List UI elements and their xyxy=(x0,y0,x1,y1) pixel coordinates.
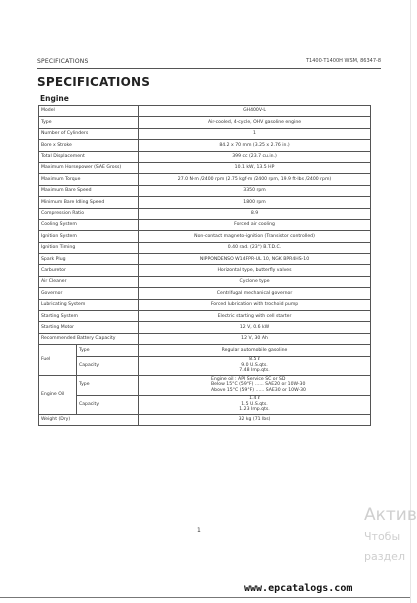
spec-label: Maximum Torque xyxy=(39,174,139,185)
spec-value: 12 V, 0.6 kW xyxy=(139,322,371,333)
oil-capacity-line: 1.23 Imp.qts. xyxy=(239,407,270,413)
spec-value: NIPPONDENSO W14FPR-UL 10, NGK BPR4HS-10 xyxy=(139,254,371,265)
spec-label: Governor xyxy=(39,288,139,299)
fuel-capacity-value xyxy=(139,356,371,375)
spec-row xyxy=(39,174,371,185)
spec-label: Bore x Stroke xyxy=(39,140,139,151)
spec-label: Model xyxy=(39,106,139,117)
oil-type-line: Engine oil : API Service SC or SD xyxy=(211,376,286,382)
spec-row xyxy=(39,265,371,276)
spec-value: Air-cooled, 4-cycle, OHV gasoline engine xyxy=(139,117,371,128)
spec-row xyxy=(39,254,371,265)
spec-row xyxy=(39,288,371,299)
fuel-capacity-label: Capacity xyxy=(77,356,139,375)
running-header-left: SPECIFICATIONS xyxy=(37,58,89,65)
spec-row xyxy=(39,208,371,219)
fuel-type-value: Regular automobile gasoline xyxy=(139,345,371,356)
oil-capacity-row xyxy=(39,395,371,414)
spec-label: Number of Cylinders xyxy=(39,128,139,139)
spec-row xyxy=(39,322,371,333)
spec-value: 10.1 kW, 13.5 HP xyxy=(139,162,371,173)
activation-watermark-line1: Актив xyxy=(364,505,417,525)
page-number: 1 xyxy=(197,527,201,534)
spec-value: Forced air cooling xyxy=(139,219,371,230)
spec-row xyxy=(39,219,371,230)
fuel-type-row xyxy=(39,345,371,356)
spec-label: Ignition System xyxy=(39,231,139,242)
spec-value: Cyclone type xyxy=(139,276,371,287)
fuel-capacity-line: 8.5 ℓ xyxy=(249,357,260,363)
spec-value: Horizontal type, butterfly valves xyxy=(139,265,371,276)
engine-oil-label: Engine Oil xyxy=(39,375,77,414)
section-heading: Engine xyxy=(40,94,69,103)
spec-label: Maximum Bare Speed xyxy=(39,185,139,196)
spec-value: GH400V-L xyxy=(139,106,371,117)
spec-value: 1800 rpm xyxy=(139,197,371,208)
spec-row xyxy=(39,117,371,128)
spec-row xyxy=(39,128,371,139)
activation-watermark-line3: раздел xyxy=(364,550,405,563)
spec-label: Cooling System xyxy=(39,219,139,230)
spec-row xyxy=(39,333,371,344)
spec-label: Lubricating System xyxy=(39,299,139,310)
spec-label: Ignition Timing xyxy=(39,242,139,253)
fuel-capacity-row xyxy=(39,356,371,375)
activation-watermark-line2: Чтобы xyxy=(364,530,401,543)
spec-label: Recommended Battery Capacity xyxy=(39,333,139,344)
spec-row xyxy=(39,299,371,310)
spec-label: Maximum Horsepower (SAE Gross) xyxy=(39,162,139,173)
spec-label: Type xyxy=(39,117,139,128)
oil-type-line: Below 15°C (59°F) ...... SAE20 or 10W-30 xyxy=(211,382,306,388)
spec-label: Compression Ratio xyxy=(39,208,139,219)
spec-value: Forced lubrication with trochoid pump xyxy=(139,299,371,310)
spec-label: Air Cleaner xyxy=(39,276,139,287)
spec-table-body xyxy=(39,106,371,426)
spec-value: 399 cc (23.7 cu.in.) xyxy=(139,151,371,162)
spec-value: 84.2 x 70 mm (3.25 x 2.76 in.) xyxy=(139,140,371,151)
weight-value: 32 kg (71 lbs) xyxy=(139,414,371,425)
header-rule xyxy=(37,68,381,69)
oil-capacity-label: Capacity xyxy=(77,395,139,414)
spec-row xyxy=(39,151,371,162)
spec-row xyxy=(39,197,371,208)
spec-label: Carburetor xyxy=(39,265,139,276)
oil-type-row xyxy=(39,375,371,395)
fuel-capacity-line: 9.0 U.S.qts. xyxy=(241,362,268,368)
spec-row xyxy=(39,106,371,117)
engine-spec-table xyxy=(38,105,371,426)
spec-label: Total Displacement xyxy=(39,151,139,162)
spec-value: 3350 rpm xyxy=(139,185,371,196)
spec-row xyxy=(39,162,371,173)
bottom-rule xyxy=(0,597,410,598)
spec-value: 8.9 xyxy=(139,208,371,219)
spec-value: 1 xyxy=(139,128,371,139)
fuel-type-label: Type xyxy=(77,345,139,356)
weight-label: Weight (Dry) xyxy=(39,414,139,425)
oil-capacity-line: 1.4 ℓ xyxy=(249,396,260,402)
spec-value: Electric starting with cell starter xyxy=(139,311,371,322)
spec-row xyxy=(39,231,371,242)
spec-row xyxy=(39,311,371,322)
page-title: SPECIFICATIONS xyxy=(37,75,151,89)
oil-capacity-value xyxy=(139,395,371,414)
oil-type-label: Type xyxy=(77,375,139,395)
spec-label: Starting System xyxy=(39,311,139,322)
spec-label: Spark Plug xyxy=(39,254,139,265)
spec-row xyxy=(39,185,371,196)
fuel-label: Fuel xyxy=(39,345,77,375)
spec-row xyxy=(39,140,371,151)
spec-label: Minimum Bare Idling Speed xyxy=(39,197,139,208)
spec-value: Centrifugal mechanical governor xyxy=(139,288,371,299)
spec-row xyxy=(39,242,371,253)
fuel-capacity-line: 7.48 Imp.qts. xyxy=(239,368,270,374)
spec-value: 0.40 rad. (23°) B.T.D.C. xyxy=(139,242,371,253)
spec-value: 27.0 N·m /2400 rpm (2.75 kgf·m /2400 rpm, 19.9 ft-lbs /2400 rpm) xyxy=(139,174,371,185)
footer-site-url: www.epcatalogs.com xyxy=(244,583,353,594)
spec-value: 12 V, 30 Ah xyxy=(139,333,371,344)
running-header-right: T1400·T1400H WSM, 86347-8 xyxy=(306,58,381,64)
oil-type-value xyxy=(139,375,371,395)
spec-row xyxy=(39,276,371,287)
spec-value: Non-contact magneto-ignition (Transistor controlled) xyxy=(139,231,371,242)
oil-type-line: Above 15°C (59°F) ...... SAE30 or 10W-30 xyxy=(211,387,306,393)
spec-label: Starting Motor xyxy=(39,322,139,333)
oil-capacity-line: 1.5 U.S.qts. xyxy=(241,401,268,407)
weight-row xyxy=(39,414,371,425)
